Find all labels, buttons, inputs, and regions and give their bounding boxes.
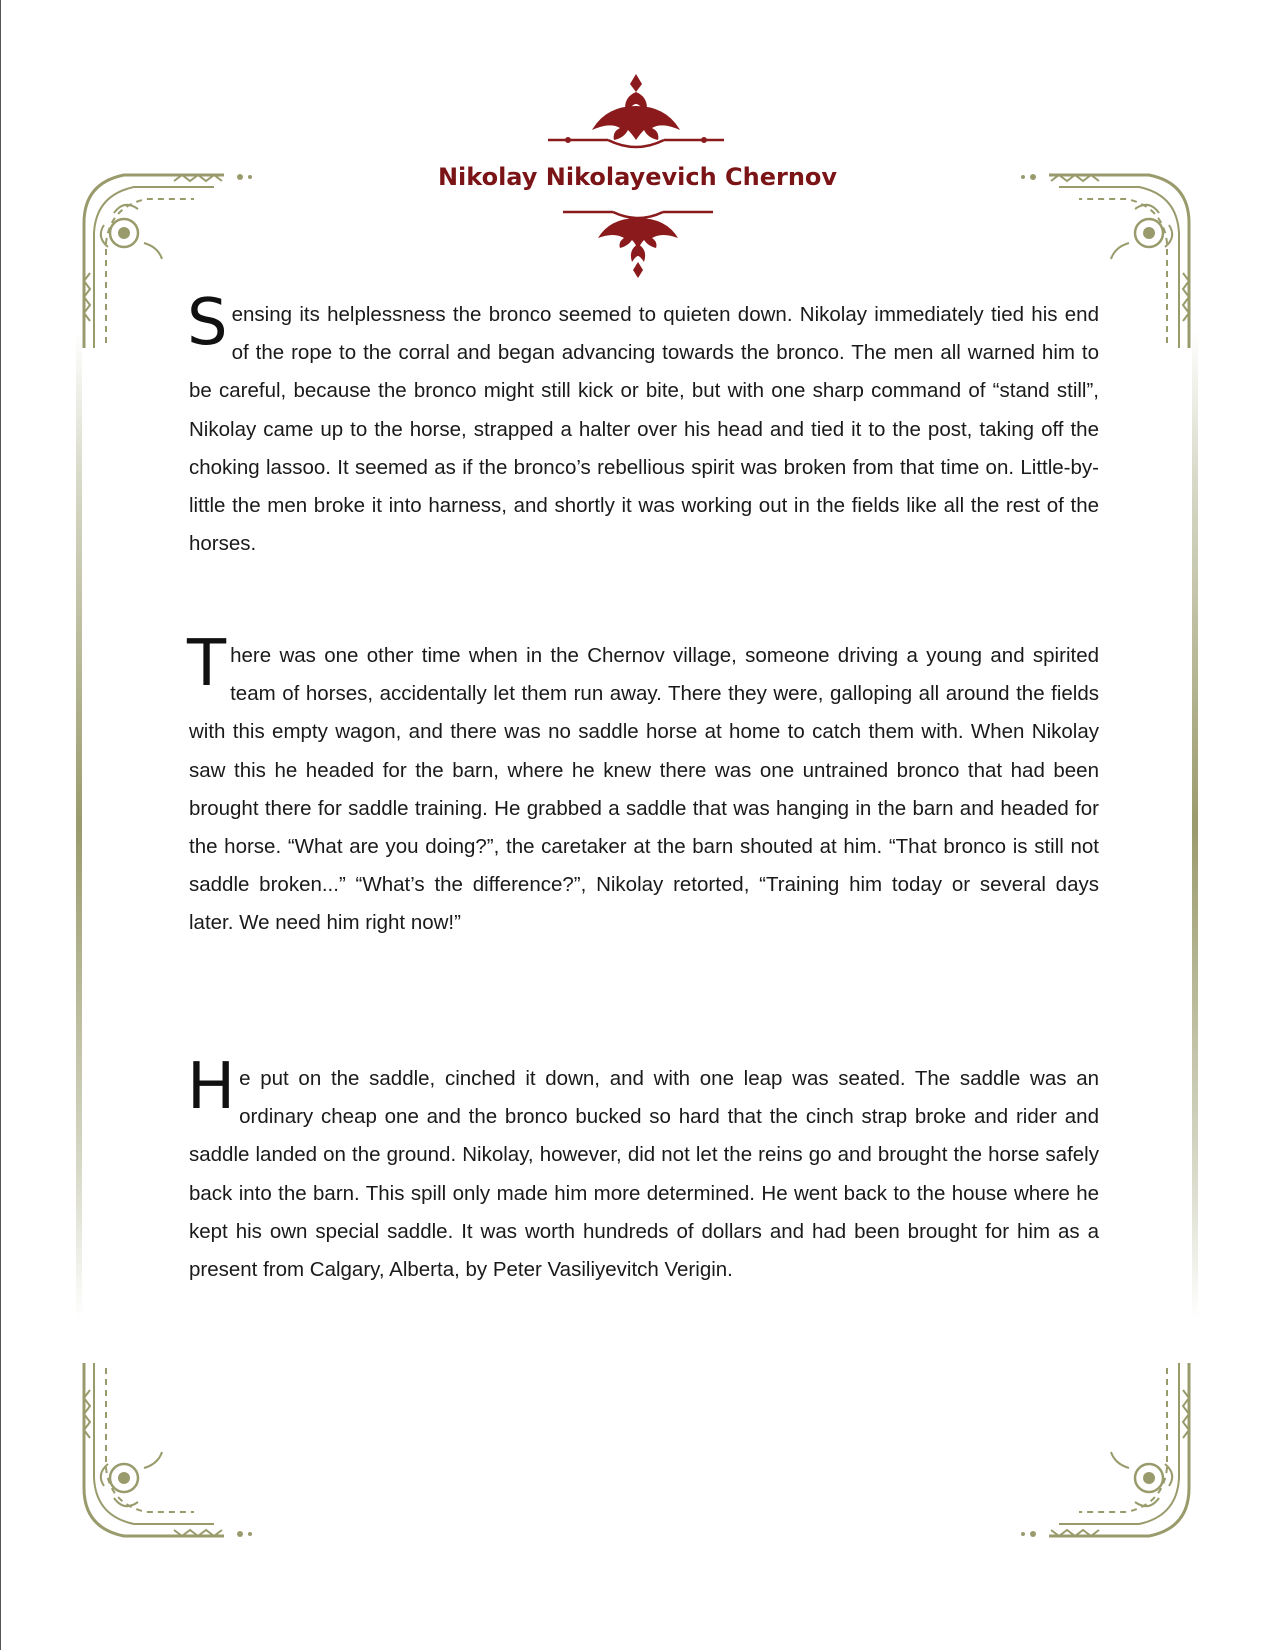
page-edge-line xyxy=(0,0,1,1650)
drop-cap-2: T xyxy=(187,627,227,701)
paragraph-3 xyxy=(187,1050,1099,1289)
right-border-bar xyxy=(1192,330,1198,1320)
paragraph-3-text: e put on the saddle, cinched it down, and with one leap was seated. The saddle was an ordinary cheap one and the bronco bucked so hard that the cinch strap broke and rider and saddle landed on the ground. Nikolay, however, did not let the reins go and brought the horse safely back into the barn. This spill only made him more determined. He went back to the house where he kept his own special saddle. It was worth hundreds of dollars and had been brought for him as a present from Calgary, Alberta, by Peter Vasiliyevitch Verigin. xyxy=(189,1067,1099,1282)
damask-flourish-top-icon xyxy=(548,72,724,152)
drop-cap-1: S xyxy=(187,286,228,360)
drop-cap-3: H xyxy=(187,1050,236,1124)
paragraph-1-text: ensing its helplessness the bronco seemed to quieten down. Nikolay immediately tied his end of the rope to the corral and began advancing towards the bronco. The men all warned him to be careful, because the bronco might still kick or bite, but with one sharp command of “stand still”, Nikolay came up to the horse, strapped a halter over his head and tied it to the post, taking off the choking lassoo. It seemed as if the bronco’s rebellious spirit was broken from that time on. Little-by-little the men broke it into harness, and shortly it was working out in the fields like all the rest of the horses. xyxy=(189,303,1099,556)
damask-flourish-bottom-icon xyxy=(563,208,713,278)
page-title: Nikolay Nikolayevich Chernov xyxy=(437,163,838,191)
paragraph-2-text: here was one other time when in the Chernov village, someone driving a young and spirited team of horses, accidentally let them run away. There they were, galloping all around the fields with this empty wagon, and there was no saddle horse at home to catch them with. When Nikolay saw this he headed for the barn, where he knew there was one untrained bronco that had been brought there for saddle training. He grabbed a saddle that was hanging in the barn and headed for the horse. “What are you doing?”, the caretaker at the barn shouted at him. “That bronco is still not saddle broken...” “What’s the difference?”, Nikolay retorted, “Training him today or several days later. We need him right now!” xyxy=(189,644,1099,935)
paragraph-2 xyxy=(187,627,1099,943)
paragraph-1 xyxy=(187,286,1099,563)
corner-ornament-bottom-left-icon xyxy=(74,1358,254,1548)
left-border-bar xyxy=(76,330,82,1320)
corner-ornament-bottom-right-icon xyxy=(1019,1358,1199,1548)
